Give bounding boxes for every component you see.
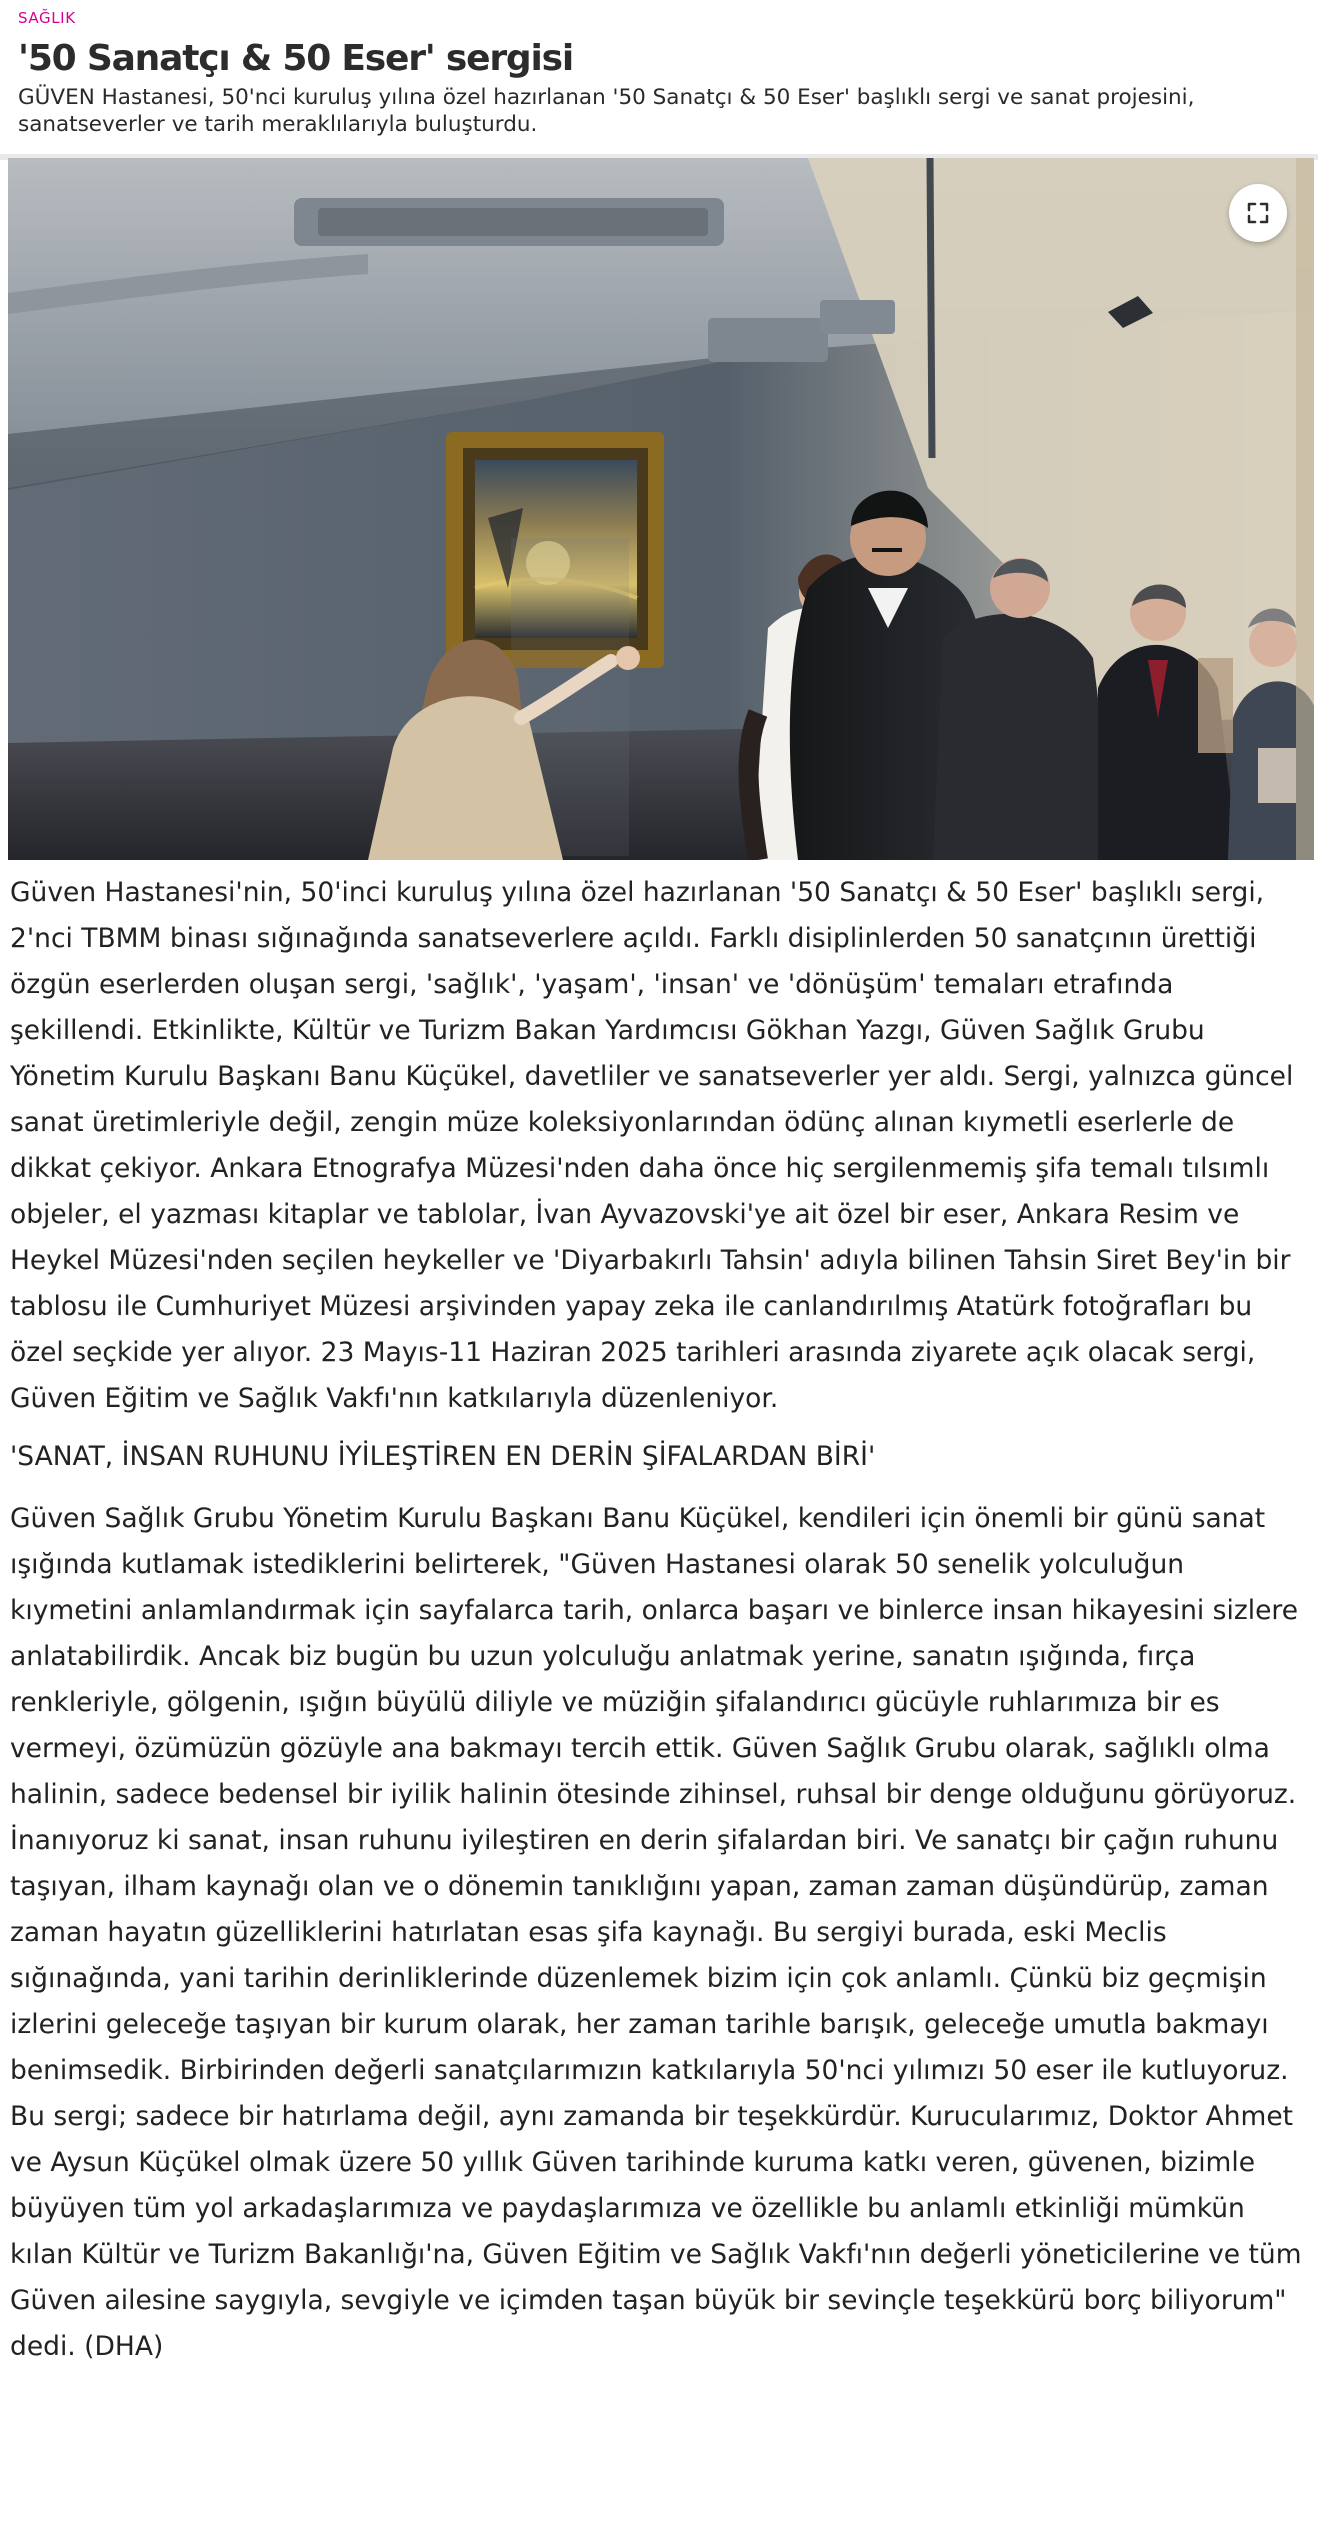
article-header (0, 0, 1318, 154)
paragraph-1: Güven Hastanesi'nin, 50'inci kuruluş yılına özel hazırlanan '50 Sanatçı & 50 Eser' başlıklı sergi, 2'nci TBMM binası sığınağında sanatseverlere açıldı. Farklı disiplinlerden 50 sanatçının ürettiği özgün eserlerden oluşan sergi, 'sağlık', 'yaşam', 'insan' ve 'dönüşüm' temaları etrafında şekillendi. Etkinlikte, Kültür ve Turizm Bakan Yardımcısı Gökhan Yazgı, Güven Sağlık Grubu Yönetim Kurulu Başkanı Banu Küçükel, davetliler ve sanatseverler yer aldı. Sergi, yalnızca güncel sanat üretimleriyle değil, zengin müze koleksiyonlarından ödünç alınan kıymetli eserlerle de dikkat çekiyor. Ankara Etnografya Müzesi'nden daha önce hiç sergilenmemiş şifa temalı tılsımlı objeler, el yazması kitaplar ve tablolar, İvan Ayvazovski'ye ait özel bir eser, Ankara Resim ve Heykel Müzesi'nden seçilen heykeller ve 'Diyarbakırlı Tahsin' adıyla bilinen Tahsin Siret Bey'in bir tablosu ile Cumhuriyet Müzesi arşivinden yapay zeka ile canlandırılmış Atatürk fotoğrafları bu özel seçkide yer alıyor. 23 Mayıs-11 Haziran 2025 tarihleri arasında ziyarete açık olacak sergi, Güven Eğitim ve Sağlık Vakfı'nın katkılarıyla düzenleniyor. (10, 877, 1294, 1414)
article-title: '50 Sanatçı & 50 Eser' sergisi (18, 38, 573, 79)
exhibition-photo-illustration (8, 158, 1314, 860)
category-link[interactable]: SAĞLIK (18, 9, 76, 27)
section-heading: 'SANAT, İNSAN RUHUNU İYİLEŞTİREN EN DERİN ŞİFALARDAN BİRİ' (10, 1441, 876, 1472)
expand-icon (1247, 202, 1269, 224)
expand-photo-button[interactable] (1229, 184, 1287, 242)
article-summary: GÜVEN Hastanesi, 50'nci kuruluş yılına özel hazırlanan '50 Sanatçı & 50 Eser' başlıklı sergi ve sanat projesini, sanatseverler ve tarih meraklılarıyla buluşturdu. (18, 85, 1195, 137)
article-photo (8, 158, 1314, 860)
paragraph-2: Güven Sağlık Grubu Yönetim Kurulu Başkanı Banu Küçükel, kendileri için önemli bir günü sanat ışığında kutlamak istediklerini belirterek, "Güven Hastanesi olarak 50 senelik yolculuğun kıymetini anlamlandırmak için sayfalarca tarih, onlarca başarı ve binlerce insan hikayesini sizlere anlatabilirdik. Ancak biz bugün bu uzun yolculuğu anlatmak yerine, sanatın ışığında, fırça renkleriyle, gölgenin, ışığın büyülü diliyle ve müziğin şifalandırıcı gücüyle ruhlarımıza bir es vermeyi, özümüzün gözüyle ana bakmayı tercih ettik. Güven Sağlık Grubu olarak, sağlıklı olma halinin, sadece bedensel bir iyilik halinin ötesinde zihinsel, ruhsal bir denge olduğunu görüyoruz. İnanıyoruz ki sanat, insan ruhunu iyileştiren en derin şifalardan biri. Ve sanatçı bir çağın ruhunu taşıyan, ilham kaynağı olan ve o dönemin tanıklığını yapan, zaman zaman düşündürüp, zaman zaman hayatın güzelliklerini hatırlatan esas şifa kaynağı. Bu sergiyi burada, eski Meclis sığınağında, yani tarihin derinliklerinde düzenlemek bizim için çok anlamlı. Çünkü biz geçmişin izlerini geleceğe taşıyan bir kurum olarak, her zaman tarihle barışık, geleceğe umutla bakmayı benimsedik. Birbirinden değerli sanatçılarımızın katkılarıyla 50'nci yılımızı 50 eser ile kutluyoruz. Bu sergi; sadece bir hatırlama değil, aynı zamanda bir teşekkürdür. Kurucularımız, Doktor Ahmet ve Aysun Küçükel olmak üzere 50 yıllık Güven tarihinde kuruma katkı veren, güvenen, bizimle büyüyen tüm yol arkadaşlarımıza ve paydaşlarımıza ve özellikle bu anlamlı etkinliği mümkün kılan Kültür ve Turizm Bakanlığı'na, Güven Eğitim ve Sağlık Vakfı'nın değerli yöneticilerine ve tüm Güven ailesine saygıyla, sevgiyle ve içimden taşan büyük bir sevinçle teşekkürü borç biliyorum" dedi. (DHA) (10, 1503, 1302, 2362)
article-body (10, 870, 1308, 2370)
